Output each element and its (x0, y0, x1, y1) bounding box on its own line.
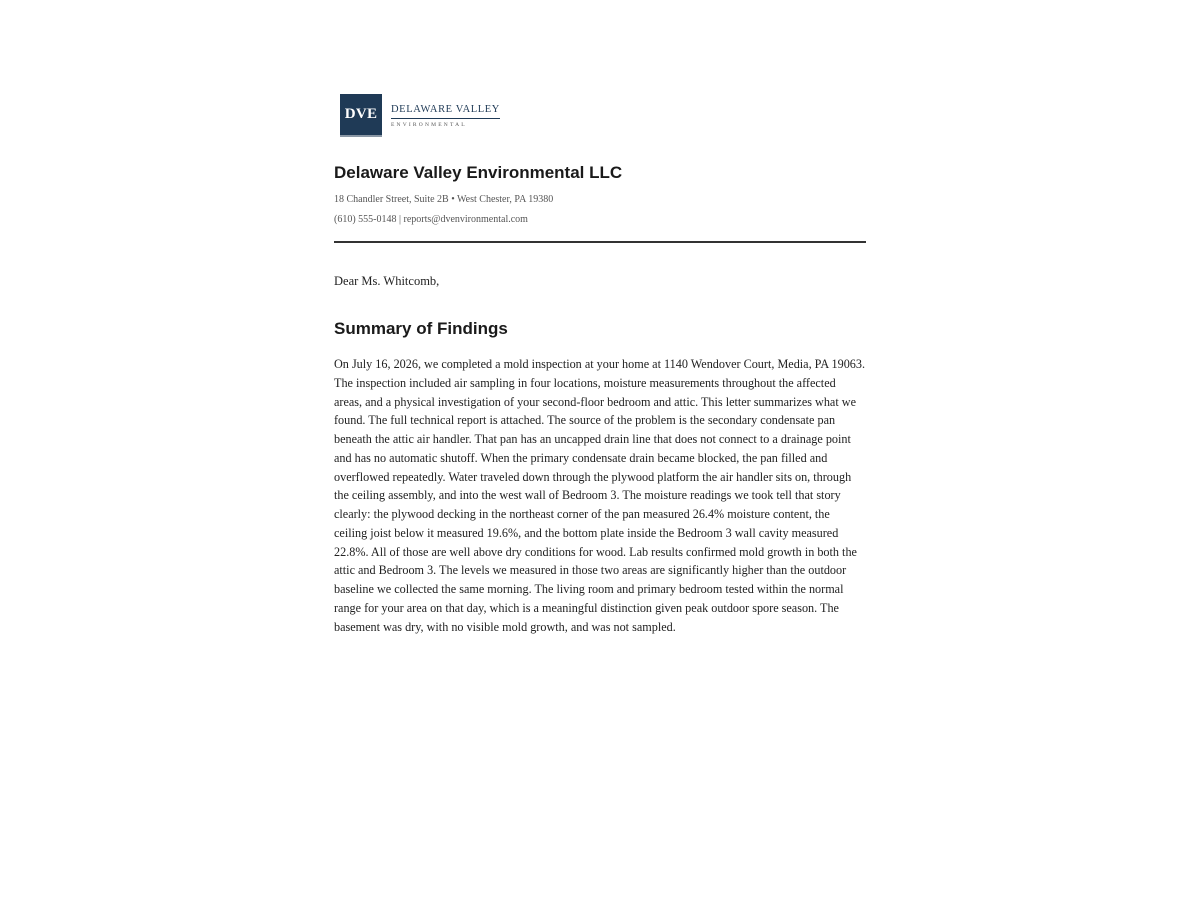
company-address: 18 Chandler Street, Suite 2B • West Chester, PA 19380 (334, 194, 554, 205)
company-name: Delaware Valley Environmental LLC (334, 163, 623, 182)
letter-page (334, 94, 866, 636)
salutation: Dear Ms. Whitcomb, (334, 274, 440, 288)
findings-paragraph: On July 16, 2026, we completed a mold inspection at your home at 1140 Wendover Court, Media, PA 19063. The inspection included air sampling in four locations, moisture measurements throughout the affected areas, and a physical investigation of your second-floor bedroom and attic. This letter summarizes what we found. The full technical report is attached. The source of the problem is the secondary condensate pan beneath the attic air handler. That pan has an uncapped drain line that does not connect to a drainage point and has no automatic shutoff. When the primary condensate drain became blocked, the pan filled and overflowed repeatedly. Water traveled down through the plywood platform the air handler sits on, through the ceiling assembly, and into the west wall of Bedroom 3. The moisture readings we took tell that story clearly: the plywood decking in the northeast corner of the pan measured 26.4% moisture content, the ceiling joist below it measured 19.6%, and the bottom plate inside the Bedroom 3 wall cavity measured 22.8%. All of those are well above dry conditions for wood. Lab results confirmed mold growth in both the attic and Bedroom 3. The levels we measured in those two areas are significantly higher than the outdoor baseline we collected the same morning. The living room and primary bedroom tested within the normal range for your area on that day, which is a meaningful distinction given peak outdoor spore season. The basement was dry, with no visible mold growth, and was not sampled. (334, 357, 866, 634)
section-title: Summary of Findings (334, 319, 508, 338)
company-contact: (610) 555-0148 | reports@dvenvironmental.com (334, 214, 528, 225)
letterhead-divider (334, 241, 866, 243)
logo-mark: DVE (340, 94, 382, 137)
logo-name: DELAWARE VALLEY (391, 104, 500, 119)
company-logo (340, 94, 866, 137)
logo-wordmark (391, 99, 500, 129)
logo-subtitle: ENVIRONMENTAL (391, 122, 467, 128)
